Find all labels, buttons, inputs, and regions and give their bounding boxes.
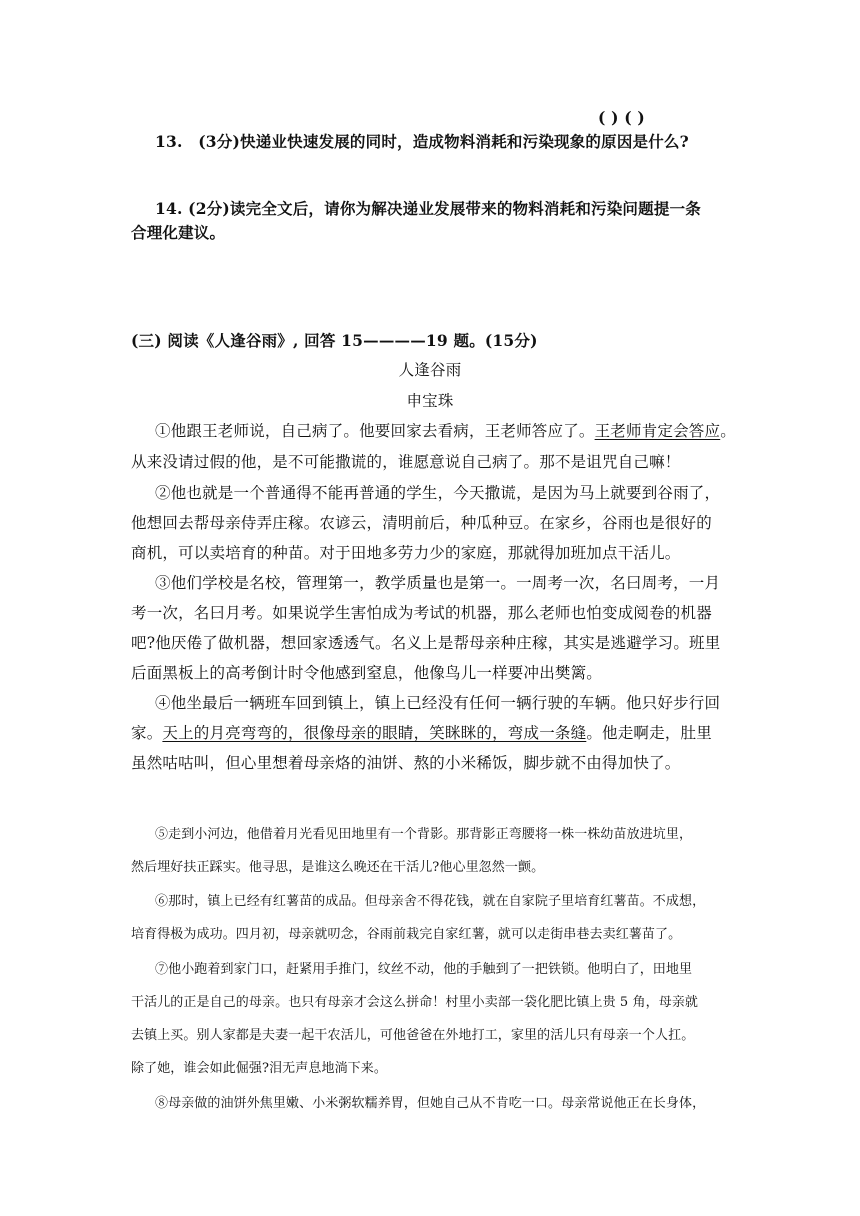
paragraph-1-text-b: 。	[720, 422, 736, 440]
paragraph-1-text-a: ①他跟王老师说，自己病了。他要回家去看病，王老师答应了。	[155, 422, 595, 440]
paragraph-3-line-2: 考一次，名曰月考。如果说学生害怕成为考试的机器，那么老师也怕变成阅卷的机器	[131, 604, 712, 622]
paragraph-7-line-4: 除了她，谁会如此倔强?泪无声息地淌下来。	[131, 1061, 387, 1076]
paragraph-4-text-b: 。他走啊走，肚里	[586, 724, 712, 742]
article-title: 人逢谷雨	[398, 361, 462, 379]
paragraph-1-underlined: 王老师肯定会答应	[594, 422, 721, 440]
paragraph-3-line-3: 吧?他厌倦了做机器，想回家透透气。名义上是帮母亲种庄稼，其实是逃避学习。班里	[131, 634, 721, 652]
paragraph-8-line-1: ⑧母亲做的油饼外焦里嫩、小米粥软糯养胃，但她自己从不肯吃一口。母亲常说他正在长身体，	[155, 1096, 706, 1111]
paragraph-1-line-2: 从来没请过假的他，是不可能撒谎的，谁愿意说自己病了。那不是诅咒自己嘛！	[131, 453, 681, 471]
section-3-heading: (三) 阅读《人逢谷雨》, 回答 15————19 题。(15分)	[131, 331, 538, 350]
question-13: 13. (3分)快递业快速发展的同时，造成物料消耗和污染现象的原因是什么?	[155, 132, 689, 151]
paragraph-7-line-2: 干活儿的正是自己的母亲。也只有母亲才会这么拼命！村里小卖部一袋化肥比镇上贵 5 角，母亲就	[131, 995, 699, 1010]
paragraph-4-text-a: 家。	[131, 724, 163, 742]
article-author: 申宝珠	[406, 392, 454, 410]
paragraph-1-line-1	[155, 419, 736, 441]
question-14-line-1: 14. (2分)读完全文后，请你为解决递业发展带来的物料消耗和污染问题提一条	[155, 199, 701, 218]
paragraph-4-line-3: 虽然咕咕叫，但心里想着母亲烙的油饼、熬的小米稀饭，脚步就不由得加快了。	[131, 754, 681, 772]
paragraph-4-line-1: ④他坐最后一辆班车回到镇上，镇上已经没有任何一辆行驶的车辆。他只好步行回	[155, 694, 721, 712]
paragraph-2-line-1: ②他也就是一个普通得不能再普通的学生，今天撒谎，是因为马上就要到谷雨了，	[155, 484, 721, 502]
paragraph-5-line-2: 然后埋好扶正踩实。他寻思，是谁这么晚还在干活儿?他心里忽然一颤。	[131, 860, 545, 875]
paragraph-2-line-3: 商机，可以卖培育的种苗。对于田地多劳力少的家庭，那就得加班加点干活儿。	[131, 544, 681, 562]
paragraph-5-line-1: ⑤走到小河边，他借着月光看见田地里有一个背影。那背影正弯腰将一株一株幼苗放进坑里，	[155, 827, 693, 842]
paragraph-4-line-2	[131, 721, 712, 743]
paragraph-6-line-1: ⑥那时，镇上已经有红薯苗的成品。但母亲舍不得花钱，就在自家院子里培育红薯苗。不成想，	[155, 894, 706, 909]
answer-blanks: ( ) ( )	[598, 108, 645, 127]
paragraph-6-line-2: 培育得极为成功。四月初，母亲就叨念，谷雨前栽完自家红薯，就可以走街串巷去卖红薯苗了。	[131, 927, 682, 942]
question-14-line-2: 合理化建议。	[131, 223, 226, 242]
paragraph-7-line-3: 去镇上买。别人家都是夫妻一起干农活儿，可他爸爸在外地打工，家里的活儿只有母亲一个人扛。	[131, 1028, 695, 1043]
paragraph-3-line-1: ③他们学校是名校，管理第一，教学质量也是第一。一周考一次，名曰周考，一月	[155, 574, 721, 592]
paragraph-3-line-4: 后面黑板上的高考倒计时令他感到窒息，他像鸟儿一样要冲出樊篱。	[131, 664, 603, 682]
paragraph-7-line-1: ⑦他小跑着到家门口，赶紧用手推门，纹丝不动，他的手触到了一把铁锁。他明白了，田地里	[155, 962, 693, 977]
paragraph-2-line-2: 他想回去帮母亲侍弄庄稼。农谚云，清明前后，种瓜种豆。在家乡，谷雨也是很好的	[131, 514, 712, 532]
paragraph-4-underlined: 天上的月亮弯弯的，很像母亲的眼睛，笑眯眯的，弯成一条缝	[162, 724, 587, 742]
